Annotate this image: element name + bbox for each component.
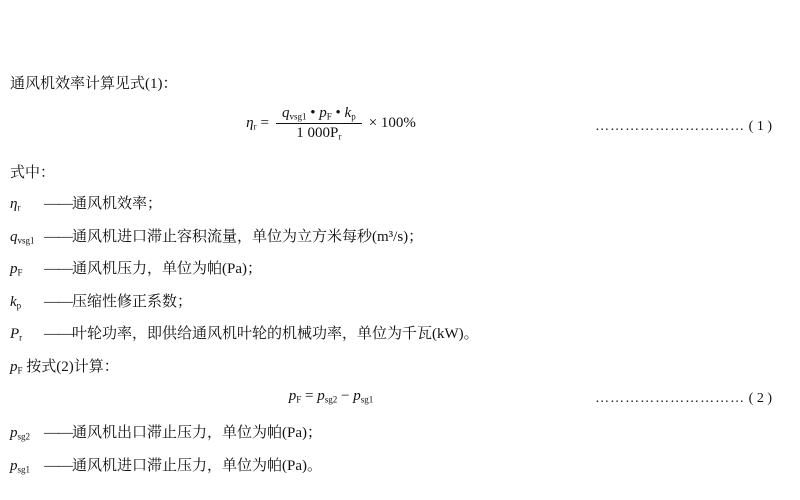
definition-dash: —— (44, 261, 72, 278)
definition-symbol-text: η (10, 196, 18, 212)
definition-item (10, 288, 772, 321)
definition-text: 通风机出口滞止压力，单位为帕(Pa)； (72, 425, 322, 442)
definition-dash: —— (44, 326, 72, 343)
formula-1-numerator (276, 105, 362, 124)
definition-symbol-sub: p (16, 300, 22, 311)
definition-text: 通风机进口滞止容积流量，单位为立方米每秒(m³/s)； (72, 228, 424, 245)
definition-symbol-sub: sg1 (17, 464, 31, 475)
numerator-p-sub: F (326, 111, 332, 122)
numerator-dot-2: • (335, 105, 341, 121)
formula-1-row (10, 105, 772, 153)
definition-symbol-sub: r (19, 332, 23, 343)
formula-1-number: ( 1 ) (748, 119, 772, 134)
formula-2-rhs2: p (353, 387, 361, 404)
formula-2-rhs1: p (317, 387, 325, 404)
definition-text: 叶轮功率，即供给通风机叶轮的机械功率，单位为千瓦(kW)。 (72, 326, 479, 343)
second-formula-intro-symbol-sub: F (17, 365, 23, 376)
formula-2-row (10, 387, 772, 417)
second-formula-intro-text: 按式(2)计算： (26, 358, 119, 375)
formula-2-number: ( 2 ) (748, 391, 772, 407)
definition-dash: —— (44, 293, 72, 310)
definition-symbol-text: q (10, 228, 18, 245)
definition-item (10, 255, 772, 288)
formula-2 (289, 388, 373, 405)
formula-2-lhs: p (288, 387, 297, 404)
definition-symbol (10, 190, 44, 223)
definition-item (10, 419, 772, 452)
formula-1-equals: = (260, 115, 269, 131)
denominator-value: 1 000P (296, 125, 339, 141)
definition-text: 压缩性修正系数； (72, 293, 193, 310)
definition-symbol-text: p (10, 261, 18, 278)
formula-1-lhs: η (246, 115, 254, 131)
formula-1-dots: ………………………… (595, 119, 746, 134)
definition-symbol-sub: F (17, 267, 23, 278)
intro-paragraph: 通风机效率计算见式(1)： (10, 76, 178, 92)
definition-text: 通风机压力，单位为帕(Pa)； (72, 261, 262, 278)
formula-1-lhs-sub: r (253, 121, 257, 132)
definition-symbol (10, 419, 44, 452)
formula-2-number-block (595, 391, 772, 407)
definition-text: 通风机进口滞止压力，单位为帕(Pa)。 (72, 457, 322, 474)
definition-symbol-text: p (10, 425, 18, 442)
definition-dash: —— (44, 425, 72, 442)
formula-2-rhs2-sub: sg1 (360, 394, 374, 405)
definition-text: 通风机效率； (72, 196, 163, 212)
formula-1 (246, 105, 416, 142)
definition-item (10, 223, 772, 256)
formula-2-rhs1-sub: sg2 (324, 394, 338, 405)
definition-dash: —— (44, 228, 72, 245)
second-formula-intro (10, 353, 772, 386)
formula-2-equals: = (305, 387, 314, 404)
definition-symbol (10, 452, 44, 485)
second-formula-intro-symbol: p (10, 358, 18, 375)
definition-symbol (10, 320, 44, 353)
definition-item (10, 452, 772, 485)
definition-dash: —— (44, 196, 72, 212)
numerator-dot-1: • (310, 105, 316, 121)
formula-1-number-block (595, 119, 772, 135)
formula-2-dots: ………………………… (595, 391, 746, 407)
denominator-sub: r (338, 131, 342, 142)
formula-1-fraction (276, 105, 362, 142)
formula-2-lhs-sub: F (296, 394, 302, 405)
definition-dash: —— (44, 457, 72, 474)
definition-symbol-sub: sg2 (17, 431, 31, 442)
numerator-k: k (344, 105, 352, 121)
definition-symbol-sub: r (17, 202, 21, 213)
formula-1-denominator (276, 124, 362, 142)
definition-symbol (10, 288, 44, 321)
numerator-q: q (281, 105, 290, 121)
numerator-k-sub: p (351, 111, 356, 122)
formula-2-minus: − (341, 387, 350, 404)
definition-symbol-text: k (10, 293, 17, 310)
definition-list-2 (10, 419, 772, 484)
definition-symbol-text: P (10, 326, 20, 343)
definition-list (10, 190, 772, 353)
definition-symbol-sub: vsg1 (17, 235, 35, 246)
definition-symbol-text: p (10, 457, 18, 474)
numerator-p: p (319, 105, 327, 121)
definition-symbol (10, 255, 44, 288)
numerator-q-sub: vsg1 (289, 111, 307, 122)
definition-item (10, 190, 772, 223)
definition-item (10, 320, 772, 353)
definition-symbol (10, 223, 44, 256)
formula-1-tail: × 100% (368, 115, 416, 131)
where-label: 式中： (10, 165, 56, 181)
